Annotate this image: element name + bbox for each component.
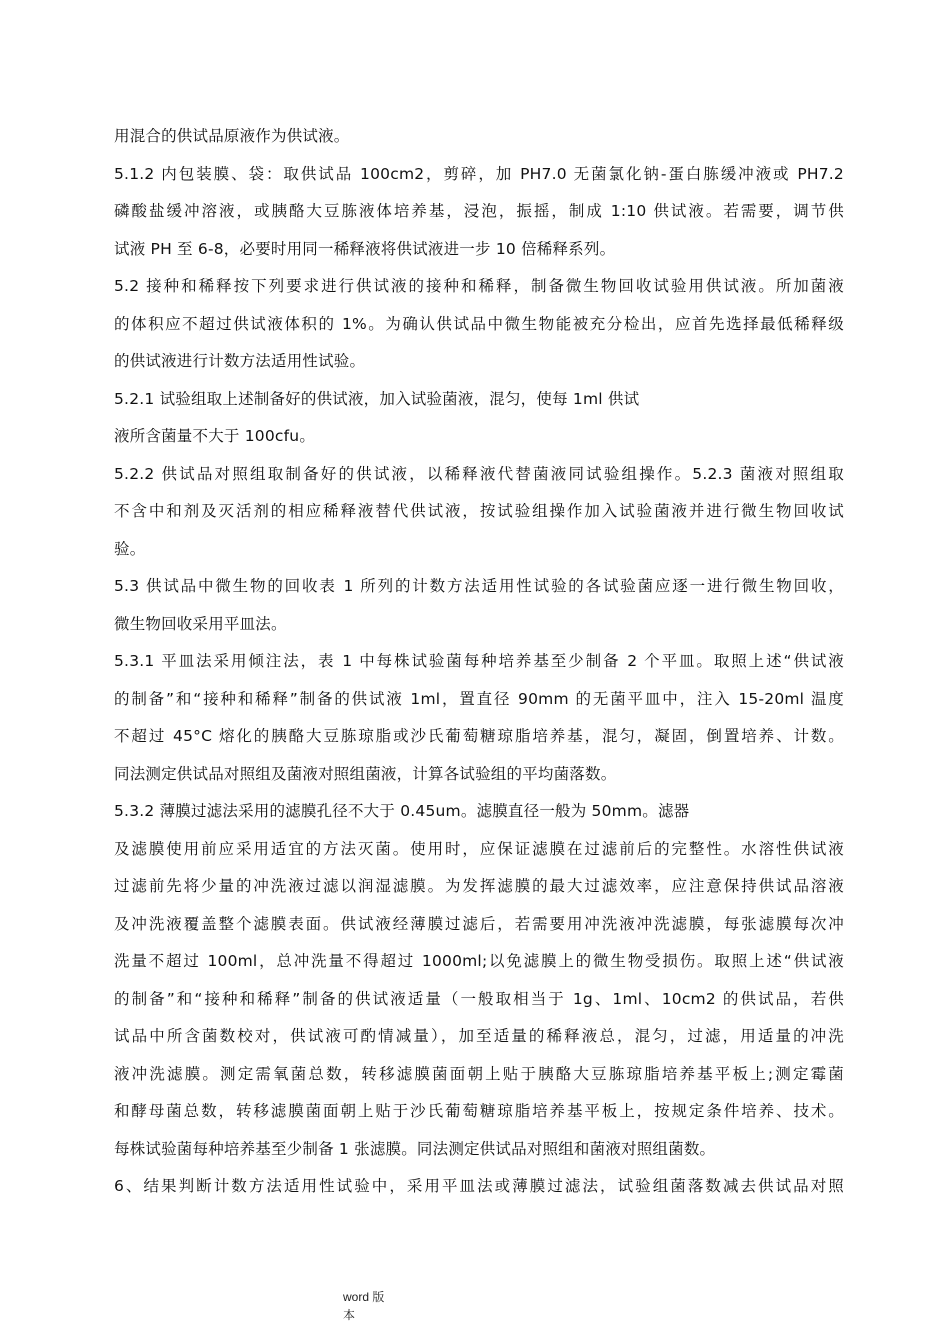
page-footer [343,1288,423,1324]
text-line: 和酵母菌总数，转移滤膜菌面朝上贴于沙氏葡萄糖琼脂培养基平板上，按规定条件培养、技术。 [114,1102,844,1120]
text-line: 及滤膜使用前应采用适宜的方法灭菌。使用时，应保证滤膜在过滤前后的完整性。水溶性供试液 [114,839,844,858]
text-line: 过滤前先将少量的冲洗液过滤以润湿滤膜。为发挥滤膜的最大过滤效率，应注意保持供试品溶液 [114,877,844,895]
text-line: 的体积应不超过供试液体积的 1%。为确认供试品中微生物能被充分检出，应首先选择最低稀释级 [114,314,844,333]
footer-line-1: word 版 [343,1290,385,1304]
text-line: 5.2.2 供试品对照组取制备好的供试液，以稀释液代替菌液同试验组操作。5.2.3 菌液对照组取 [114,464,844,483]
text-line: 磷酸盐缓冲溶液，或胰酪大豆胨液体培养基，浸泡，振摇，制成 1:10 供试液。若需要，调节供 [114,202,844,220]
text-line: 5.2.1 试验组取上述制备好的供试液，加入试验菌液，混匀，使每 1ml 供试 [114,389,640,408]
text-line: 6、结果判断计数方法适用性试验中，采用平皿法或薄膜过滤法，试验组菌落数减去供试品对照 [114,1177,844,1195]
text-line: 及冲洗液覆盖整个滤膜表面。供试液经薄膜过滤后，若需要用冲洗液冲洗滤膜，每张滤膜每次冲 [114,914,844,933]
text-line: 的供试液进行计数方法适用性试验。 [114,352,366,370]
text-line: 的制备”和“接种和稀释”制备的供试液适量（一般取相当于 1g、1ml、10cm2 的供试品，若供 [114,989,844,1008]
text-line: 每株试验菌每种培养基至少制备 1 张滤膜。同法测定供试品对照组和菌液对照组菌数。 [114,1139,716,1158]
text-line: 不含中和剂及灭活剂的相应稀释液替代供试液，按试验组操作加入试验菌液并进行微生物回收试 [114,502,844,520]
text-line: 液所含菌量不大于 100cfu。 [114,427,316,445]
text-line: 的制备”和“接种和稀释”制备的供试液 1ml，置直径 90mm 的无菌平皿中，注入 15-20ml 温度 [114,689,844,708]
text-line: 验。 [114,539,146,558]
text-line: 同法测定供试品对照组及菌液对照组菌液，计算各试验组的平均菌落数。 [114,764,617,783]
text-line: 5.3 供试品中微生物的回收表 1 所列的计数方法适用性试验的各试验菌应逐一进行微生物回收， [114,577,844,595]
text-line: 试品中所含菌数校对，供试液可酌情减量），加至适量的稀释液总，混匀，过滤，用适量的冲洗 [114,1027,844,1045]
text-line: 试液 PH 至 6-8，必要时用同一稀释液将供试液进一步 10 倍稀释系列。 [114,239,616,258]
text-line: 微生物回收采用平皿法。 [114,614,287,633]
text-line: 5.1.2 内包装膜、袋：取供试品 100cm2，剪碎，加 PH7.0 无菌氯化钠-蛋白胨缓冲液或 PH7.2 [114,164,844,183]
text-line: 5.3.2 薄膜过滤法采用的滤膜孔径不大于 0.45um。滤膜直径一般为 50mm。滤器 [114,802,690,820]
document-body [114,118,844,1206]
text-line: 5.3.1 平皿法采用倾注法，表 1 中每株试验菌每种培养基至少制备 2 个平皿。取照上述“供试液 [114,652,844,670]
text-line: 洗量不超过 100ml，总冲洗量不得超过 1000ml;以免滤膜上的微生物受损伤。取照上述“供试液 [114,952,844,970]
text-line: 5.2 接种和稀释按下列要求进行供试液的接种和稀释，制备微生物回收试验用供试液。所加菌液 [114,277,844,295]
text-line: 不超过 45°C 熔化的胰酪大豆胨琼脂或沙氏葡萄糖琼脂培养基，混匀，凝固，倒置培养、计数。 [114,727,844,745]
footer-line-2: 本 [343,1308,356,1322]
text-line: 用混合的供试品原液作为供试液。 [114,127,350,145]
text-line: 液冲洗滤膜。测定需氧菌总数，转移滤膜菌面朝上贴于胰酪大豆胨琼脂培养基平板上;测定霉菌 [114,1064,844,1083]
